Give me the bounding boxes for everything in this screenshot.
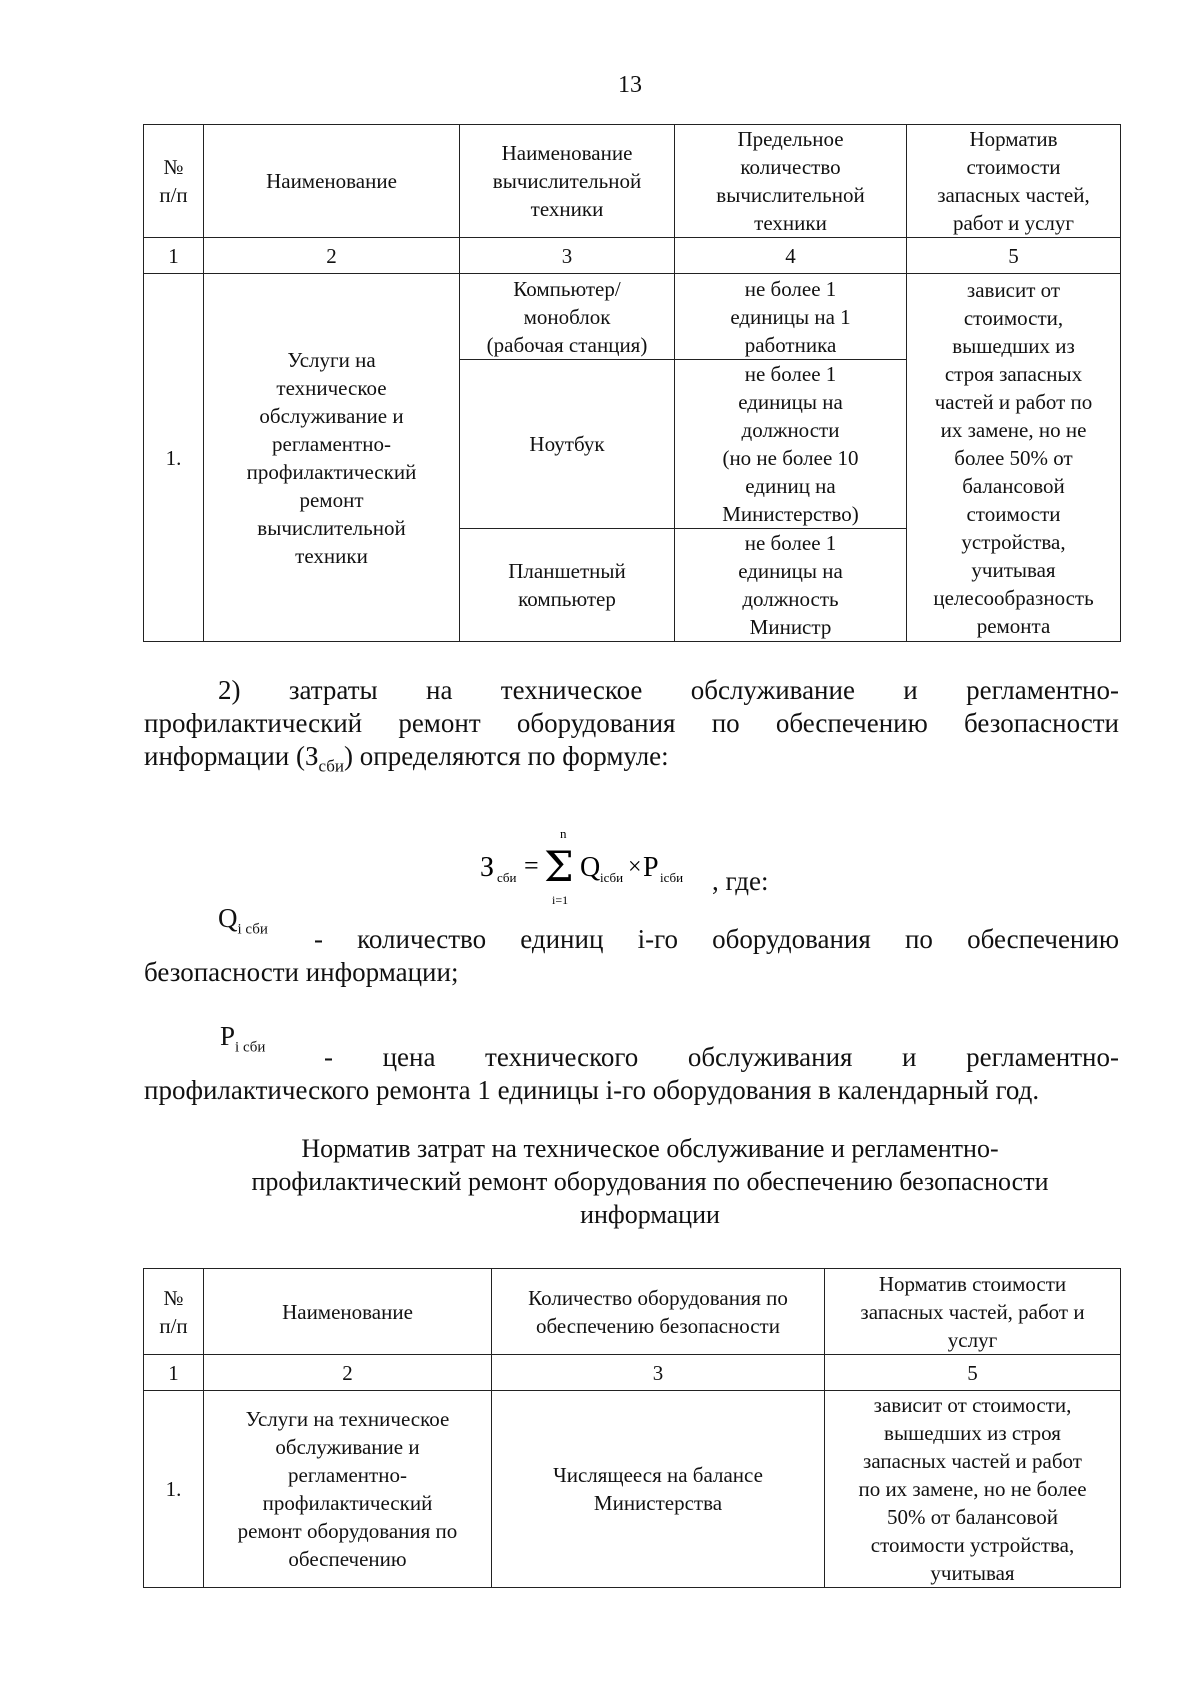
paragraph-line: 2) затраты на техническое обслуживание и регламентно- — [218, 675, 1119, 705]
cost-norm: зависит от стоимости, вышедших из строя запасных частей и работ по их замене, но не более 50% от балансовой стоимости устройства, учитывая целесообразность ремонта — [907, 274, 1121, 642]
heading-line: профилактический ремонт оборудования по обеспечению безопасности — [251, 1167, 1049, 1196]
column-number: 3 — [460, 238, 675, 274]
equipment-name: Планшетный компьютер — [460, 529, 675, 642]
symbol-q: $Q_{i сби}$ — [218, 903, 268, 938]
sum-lower-limit: i=1 — [552, 893, 569, 907]
column-number: 5 — [825, 1355, 1121, 1391]
column-number: 1 — [144, 238, 204, 274]
column-number: 5 — [907, 238, 1121, 274]
column-number: 3 — [492, 1355, 825, 1391]
definition-line: - количество единиц i-го оборудования по обеспечению — [314, 924, 1119, 954]
paragraph-line: профилактический ремонт оборудования по обеспечению безопасности — [144, 708, 1119, 738]
paragraph-line: ) определяются по формуле: — [344, 741, 669, 771]
definition-line: - цена технического обслуживания и регламентно- — [324, 1042, 1119, 1072]
quantity-limit: не более 1 единицы на должности (но не более 10 единиц на Министерство) — [675, 360, 907, 529]
formula-lhs-sub: сби — [497, 870, 517, 885]
computing-equipment-table — [143, 124, 1121, 642]
paragraph-line: информации (З — [144, 741, 319, 771]
formula-p-sub: iсби — [660, 870, 684, 885]
service-name: Услуги на техническое обслуживание и регламентно- профилактический ремонт вычислительной техники — [204, 274, 460, 642]
header-row-number: № п/п — [144, 1269, 204, 1355]
header-quantity-limit: Предельное количество вычислительной техники — [675, 125, 907, 238]
header-equipment-quantity: Количество оборудования по обеспечению безопасности — [492, 1269, 825, 1355]
section-heading — [160, 1132, 1140, 1231]
definition-q — [144, 923, 1119, 989]
sum-upper-limit: n — [560, 826, 567, 841]
intro-paragraph — [144, 674, 1119, 782]
formula-q-sub: iсби — [600, 870, 624, 885]
symbol-q-sub: i сби — [237, 921, 268, 938]
header-cost-norm: Норматив стоимости запасных частей, работ и услуг — [907, 125, 1121, 238]
column-number: 1 — [144, 1355, 204, 1391]
heading-line: Норматив затрат на техническое обслуживание и регламентно- — [301, 1134, 999, 1163]
definition-line: профилактического ремонта 1 единицы i-го оборудования в календарный год. — [144, 1075, 1040, 1105]
equipment-name: Компьютер/ моноблок (рабочая станция) — [460, 274, 675, 360]
subscript: сби — [318, 756, 344, 776]
formula-p: P — [643, 852, 659, 883]
formula-q: Q — [580, 852, 601, 883]
header-name: Наименование — [204, 125, 460, 238]
definition-p — [144, 1041, 1119, 1107]
column-number: 2 — [204, 238, 460, 274]
header-row-number: № п/п — [144, 125, 204, 238]
equipment-quantity: Числящееся на балансе Министерства — [492, 1391, 825, 1588]
quantity-limit: не более 1 единицы на должность Министр — [675, 529, 907, 642]
formula-lhs: З — [480, 852, 495, 883]
page-number: 13 — [618, 72, 642, 98]
symbol-p-sub: i сби — [235, 1039, 266, 1056]
cost-norm: зависит от стоимости, вышедших из строя запасных частей и работ по их замене, но не более 50% от балансовой стоимости устройства, учитывая — [825, 1391, 1121, 1588]
row-number: 1. — [144, 274, 204, 642]
header-cost-norm: Норматив стоимости запасных частей, работ и услуг — [825, 1269, 1121, 1355]
definition-line: безопасности информации; — [144, 957, 459, 987]
header-name: Наименование — [204, 1269, 492, 1355]
quantity-limit: не более 1 единицы на 1 работника — [675, 274, 907, 360]
column-number: 2 — [204, 1355, 492, 1391]
heading-line: информации — [580, 1200, 720, 1229]
security-equipment-table — [143, 1268, 1121, 1588]
equipment-name: Ноутбук — [460, 360, 675, 529]
service-name: Услуги на техническое обслуживание и регламентно- профилактический ремонт оборудования по обеспечению — [204, 1391, 492, 1588]
formula-where: , где: — [712, 866, 769, 896]
column-number: 4 — [675, 238, 907, 274]
sum-sign: Σ — [544, 842, 574, 891]
formula-equals: = — [524, 851, 539, 880]
symbol-p: $P_{i сби}$ — [220, 1021, 266, 1056]
header-equipment-name: Наименование вычислительной техники — [460, 125, 675, 238]
row-number: 1. — [144, 1391, 204, 1588]
formula-times: × — [628, 854, 642, 880]
